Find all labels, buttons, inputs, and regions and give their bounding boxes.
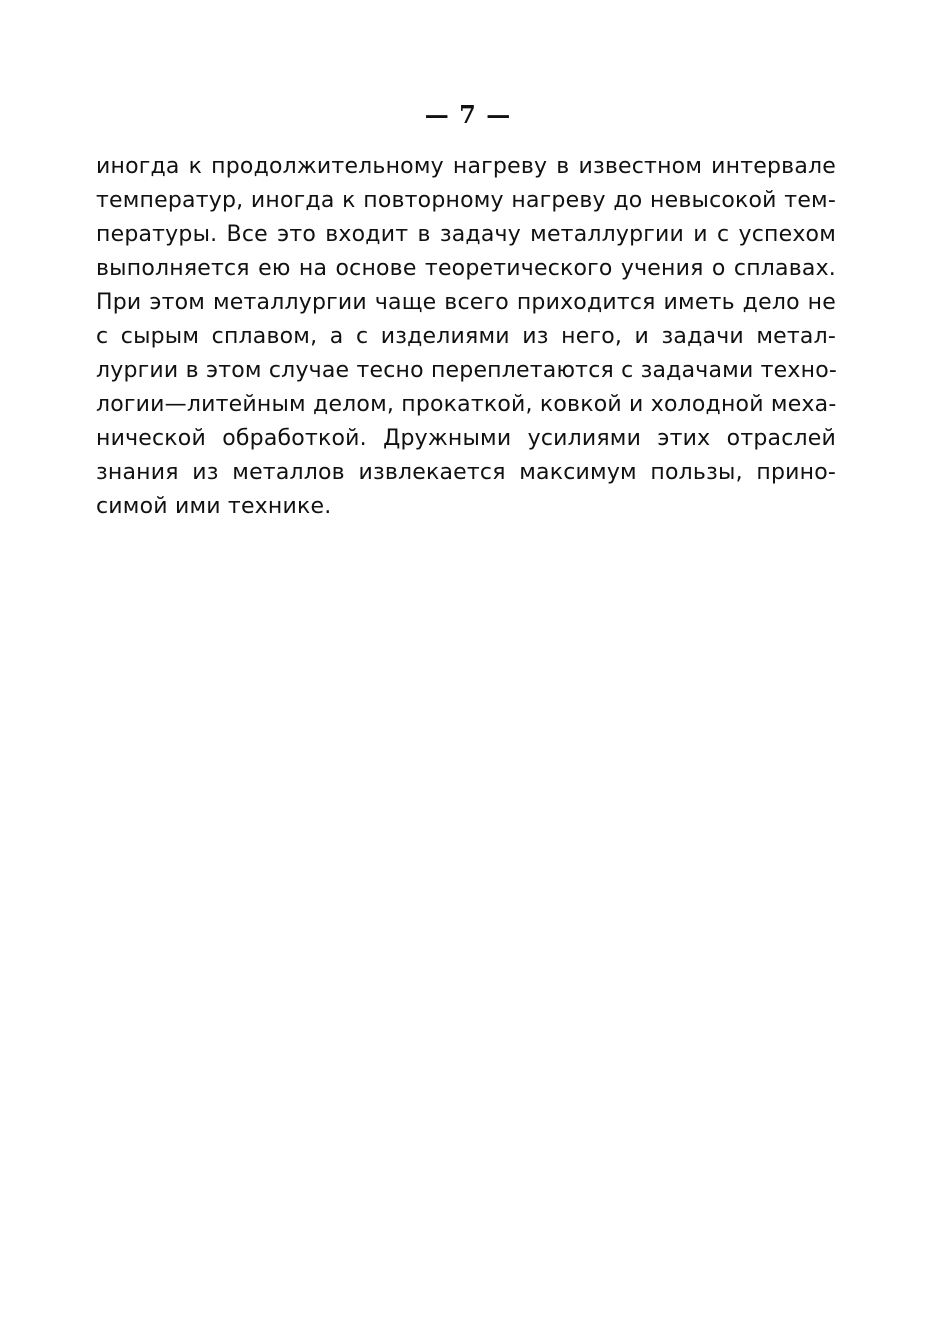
page-number: — 7 — bbox=[424, 100, 512, 129]
text-line: нической обработкой. Дружными усилиями этих отраслей bbox=[96, 426, 836, 451]
body-text bbox=[96, 150, 836, 524]
text-line: выполняется ею на основе теоретического учения о сплавах. bbox=[96, 256, 836, 281]
text-line: пературы. Все это входит в задачу металлургии и с успехом bbox=[96, 222, 836, 247]
text-line: логии—литейным делом, прокаткой, ковкой и холодной меха- bbox=[96, 392, 837, 417]
text-line: иногда к продолжительному нагреву в известном интервале bbox=[96, 154, 836, 179]
text-line: симой ими технике. bbox=[96, 494, 332, 519]
text-line: знания из металлов извлекается максимум пользы, прино- bbox=[96, 460, 836, 485]
text-line: При этом металлургии чаще всего приходится иметь дело не bbox=[96, 290, 836, 315]
text-line: температур, иногда к повторному нагреву до невысокой тем- bbox=[96, 188, 836, 213]
text-line: лургии в этом случае тесно переплетаются с задачами техно- bbox=[96, 358, 837, 383]
text-line: с сырым сплавом, а с изделиями из него, и задачи метал- bbox=[96, 324, 836, 349]
